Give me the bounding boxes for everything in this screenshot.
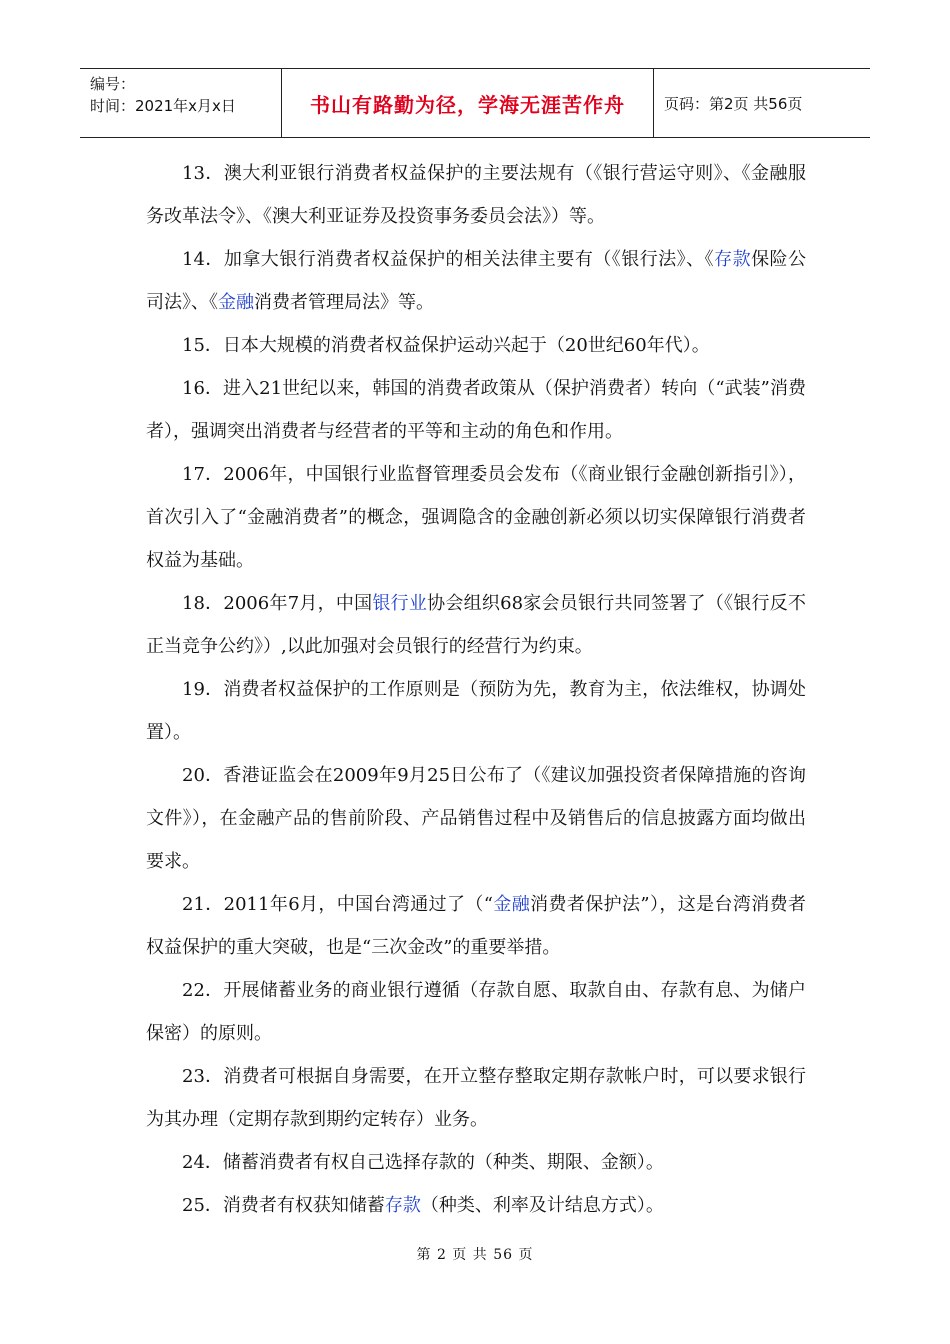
inline-link[interactable]: 存款 [384, 1195, 421, 1216]
paragraph [146, 754, 806, 883]
paragraph-text: 23．消费者可根据自身需要，在开立整存整取定期存款帐户时，可以要求银行为其办理（定期存款到期约定转存）业务。 [146, 1066, 806, 1130]
header-motto-cell [282, 69, 654, 137]
paragraph-text: 15．日本大规模的消费者权益保护运动兴起于（20世纪60年代）。 [182, 335, 710, 356]
paragraph [146, 668, 806, 754]
paragraph-text: 25．消费者有权获知储蓄 [182, 1195, 385, 1216]
paragraph-text: 21．2011年6月，中国台湾通过了（“ [182, 894, 494, 915]
paragraph [146, 582, 806, 668]
paragraph-text: 18．2006年7月，中国 [182, 593, 373, 614]
paragraph [146, 969, 806, 1055]
header-meta [80, 69, 282, 137]
header-page-info: 页码：第2页 共56页 [664, 94, 803, 113]
paragraph [146, 238, 806, 324]
paragraph-text: （种类、利率及计结息方式）。 [420, 1195, 664, 1216]
paragraph-text: 14．加拿大银行消费者权益保护的相关法律主要有（《银行法》、《 [182, 249, 715, 270]
paragraph-text: 消费者管理局法》等。 [254, 292, 434, 313]
header-motto: 书山有路勤为径，学海无涯苦作舟 [310, 92, 625, 117]
paragraph [146, 1055, 806, 1141]
page-footer: 第 2 页 共 56 页 [416, 1247, 534, 1263]
page-header [80, 68, 870, 138]
paragraph [146, 453, 806, 582]
paragraph-text: 17．2006年，中国银行业监督管理委员会发布（《商业银行金融创新指引》），首次引入了“金融消费者”的概念，强调隐含的金融创新必须以切实保障银行消费者权益为基础。 [146, 464, 806, 571]
paragraph-text: 协会组织68家会员银行共同签署了（《银行反不正当竞争公约》）,以此加强对会员银行的经营行为约束。 [146, 593, 807, 657]
paragraph [146, 883, 806, 969]
paragraph-text: 24．储蓄消费者有权自己选择存款的（种类、期限、金额）。 [182, 1152, 664, 1173]
paragraph-text: 保险公司法》、《 [146, 249, 807, 313]
paragraph [146, 1141, 806, 1184]
document-time-label: 时间：2021年x月x日 [90, 97, 236, 115]
paragraph-text: 20．香港证监会在2009年9月25日公布了（《建议加强投资者保障措施的咨询文件》），在金融产品的售前阶段、产品销售过程中及销售后的信息披露方面均做出要求。 [146, 765, 806, 872]
inline-link[interactable]: 金融 [218, 292, 254, 313]
paragraph [146, 367, 806, 453]
inline-link[interactable]: 存款 [714, 249, 752, 270]
paragraph [146, 324, 806, 367]
inline-link[interactable]: 金融 [493, 894, 531, 915]
paragraph-text: 19．消费者权益保护的工作原则是（预防为先，教育为主，依法维权，协调处置）。 [146, 679, 806, 743]
paragraph-text: 13．澳大利亚银行消费者权益保护的主要法规有（《银行营运守则》、《金融服务改革法令》、《澳大利亚证券及投资事务委员会法》）等。 [146, 163, 806, 227]
paragraph-text: 16．进入21世纪以来，韩国的消费者政策从（保护消费者）转向（“武装”消费者），强调突出消费者与经营者的平等和主动的角色和作用。 [146, 378, 806, 442]
paragraph [146, 1184, 806, 1227]
paragraph-text: 22．开展储蓄业务的商业银行遵循（存款自愿、取款自由、存款有息、为储户保密）的原则。 [146, 980, 806, 1044]
paragraph [146, 152, 806, 238]
document-number-label: 编号： [90, 75, 136, 93]
document-body [146, 152, 806, 1227]
inline-link[interactable]: 银行业 [372, 593, 428, 614]
paragraph-text: 消费者保护法”），这是台湾消费者权益保护的重大突破，也是“三次金改”的重要举措。 [146, 894, 807, 958]
